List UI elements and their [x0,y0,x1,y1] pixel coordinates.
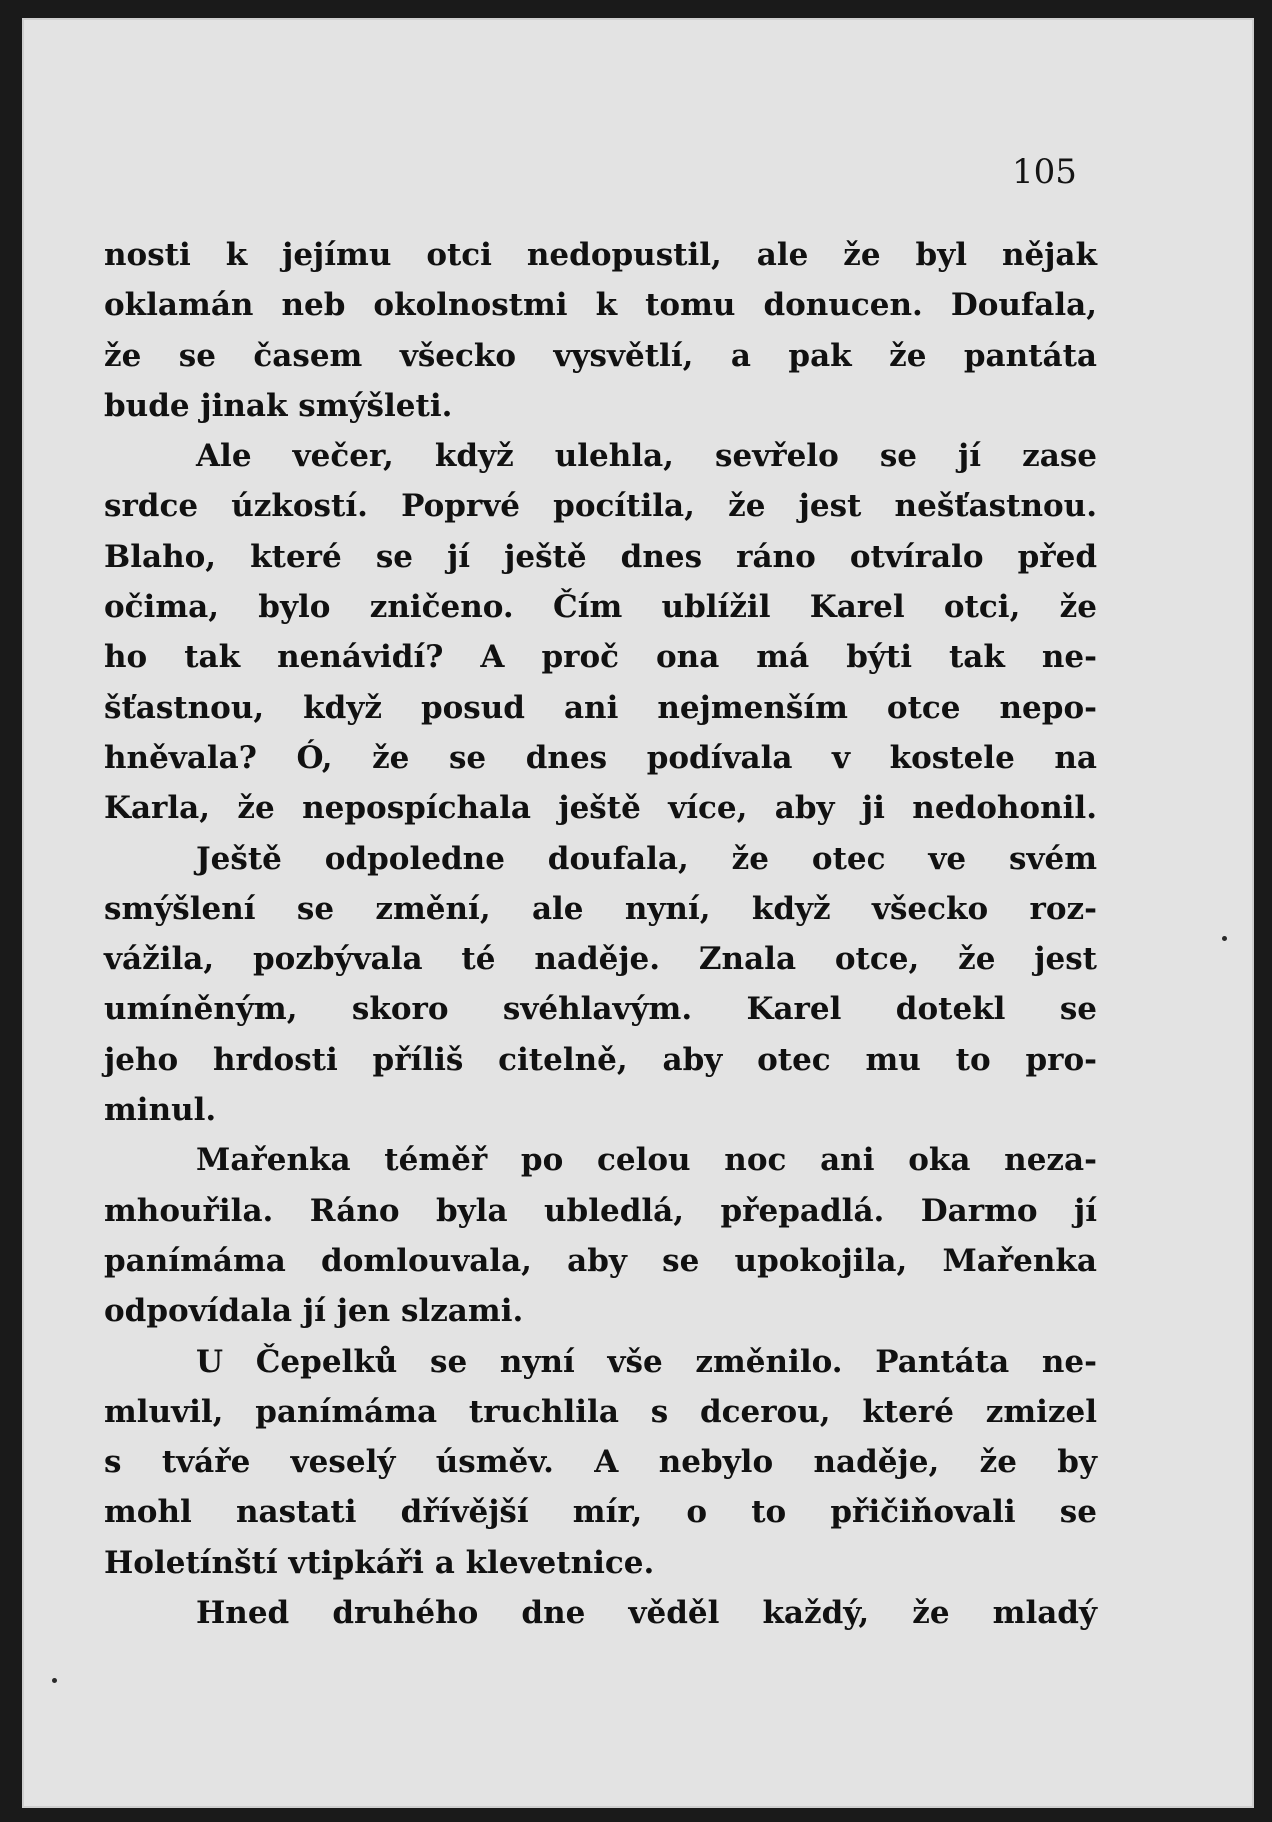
text-line: oklamán neb okolnostmi k tomu donucen. Doufala, [104,287,1097,324]
body-text [104,230,1097,1638]
text-line: Hned druhého dne věděl každý, že mladý [196,1595,1097,1632]
text-line: Ale večer, když ulehla, sevřelo se jí zase [196,438,1097,475]
text-line: U Čepelků se nyní vše změnilo. Pantáta ne- [196,1343,1097,1380]
text-line: Mařenka téměř po celou noc ani oka neza- [196,1142,1097,1179]
text-line: Blaho, které se jí ještě dnes ráno otvíralo před [104,538,1097,575]
text-line: mhouřila. Ráno byla ubledlá, přepadlá. Darmo jí [104,1192,1097,1229]
text-line: že se časem všecko vysvětlí, a pak že pantáta [104,337,1097,374]
text-line: umíněným, skoro svéhlavým. Karel dotekl se [104,991,1097,1028]
text-line: ho tak nenávidí? A proč ona má býti tak ne- [104,639,1097,676]
text-line: nosti k jejímu otci nedopustil, ale že byl nějak [104,237,1097,273]
text-line: smýšlení se změní, ale nyní, když všecko roz- [104,890,1097,927]
text-line: jeho hrdosti příliš citelně, aby otec mu to pro- [104,1041,1097,1078]
text-line: odpovídala jí jen slzami. [104,1293,524,1330]
text-line: Holetínští vtipkáři a klevetnice. [104,1544,655,1581]
page-number: 105 [1012,152,1077,192]
text-line: bude jinak smýšleti. [104,387,453,424]
text-line: mohl nastati dřívější mír, o to přičiňovali se [104,1494,1097,1531]
book-page [22,18,1254,1808]
text-line: Karla, že nepospíchala ještě více, aby ji nedohonil. [104,790,1097,827]
print-speck [1222,936,1227,941]
text-line: mluvil, panímáma truchlila s dcerou, které zmizel [104,1393,1097,1430]
text-line: Ještě odpoledne doufala, že otec ve svém [196,840,1097,877]
text-line: s tváře veselý úsměv. A nebylo naděje, že by [104,1444,1097,1481]
text-line: šťastnou, když posud ani nejmenším otce nepo- [104,689,1097,726]
print-speck [52,1678,57,1683]
text-line: vážila, pozbývala té naděje. Znala otce, že jest [104,941,1097,978]
text-line: panímáma domlouvala, aby se upokojila, Mařenka [104,1242,1097,1279]
text-line: minul. [104,1092,217,1129]
text-line: hněvala? Ó, že se dnes podívala v kostele na [104,739,1097,776]
text-line: srdce úzkostí. Poprvé pocítila, že jest nešťastnou. [104,488,1097,525]
text-line: očima, bylo zničeno. Čím ublížil Karel otci, že [104,589,1097,626]
